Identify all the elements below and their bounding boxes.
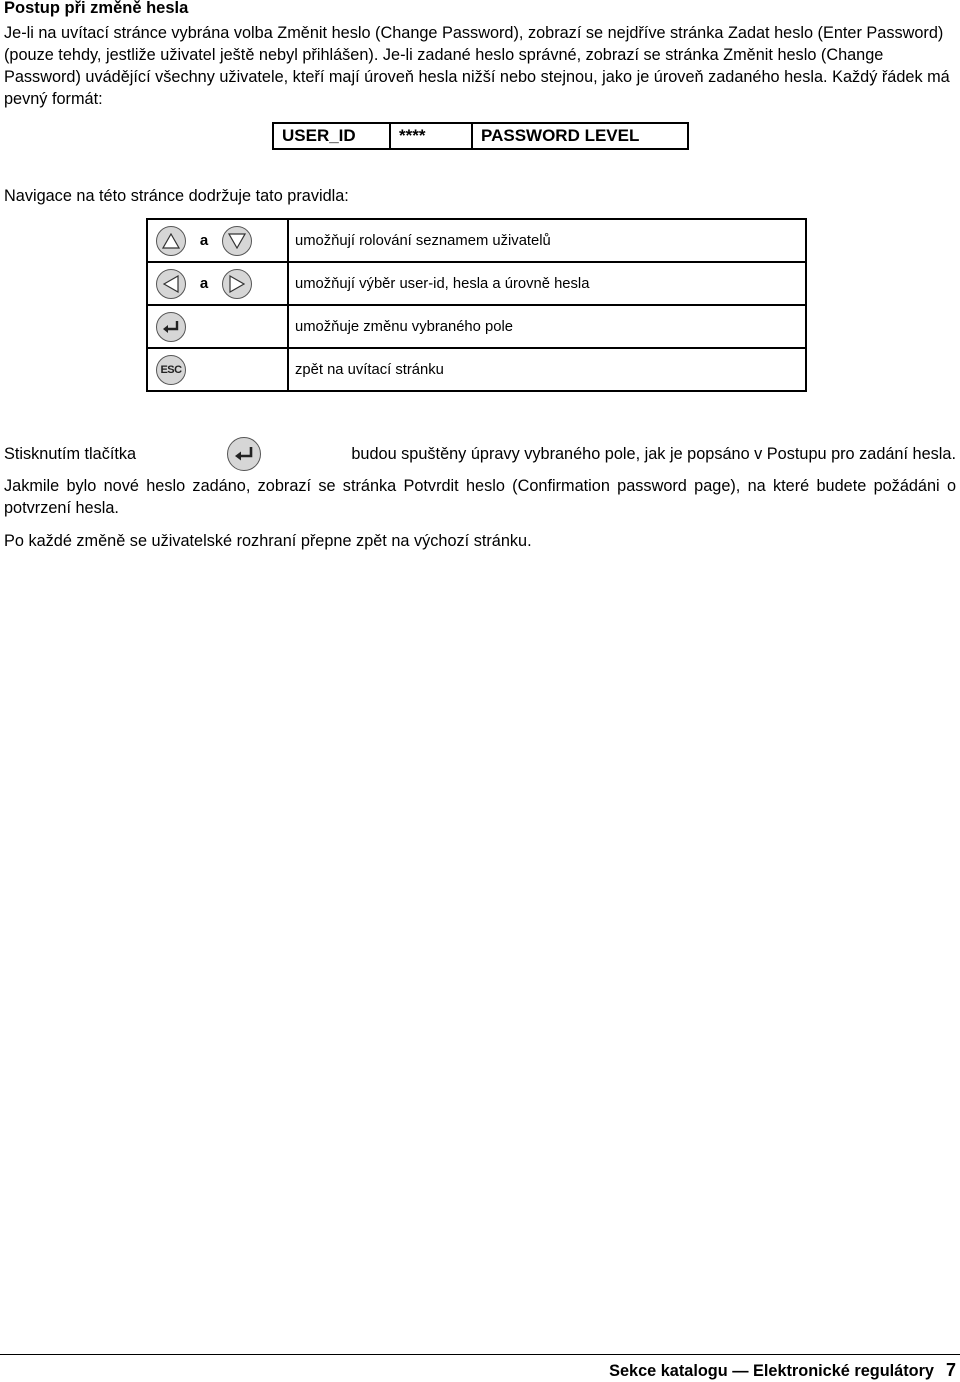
page-number: 7 xyxy=(945,1360,956,1380)
format-cell-user-id: USER_ID xyxy=(273,123,390,149)
conjunction-label: a xyxy=(199,232,209,249)
conjunction-label: a xyxy=(199,275,209,292)
nav-rule-row xyxy=(147,348,806,391)
final-paragraph: Po každé změně se uživatelské rozhraní přepne zpět na výchozí stránku. xyxy=(4,532,532,550)
row-format-table xyxy=(272,122,689,150)
section-heading: Postup při změně hesla xyxy=(4,0,189,17)
press-enter-paragraph xyxy=(4,436,956,472)
press-suffix-text: budou spuštěny úpravy vybraného pole, jak je popsáno v Postupu pro zadání hesla. xyxy=(351,445,956,463)
nav-rule-row xyxy=(147,305,806,348)
footer-text: Sekce katalogu — Elektronické regulátory xyxy=(609,1362,934,1380)
navigation-intro: Navigace na této stránce dodržuje tato pravidla: xyxy=(4,187,349,205)
navigation-rules-table xyxy=(146,218,807,392)
press-prefix-text: Stisknutím tlačítka xyxy=(4,445,137,463)
left-arrow-key-icon xyxy=(156,269,186,299)
nav-rule-description: zpět na uvítací stránku xyxy=(288,348,806,391)
esc-key-icon: ESC xyxy=(156,355,186,385)
right-arrow-key-icon xyxy=(222,269,252,299)
nav-rule-description: umožňují rolování seznamem uživatelů xyxy=(288,219,806,262)
nav-rule-description: umožňuje změnu vybraného pole xyxy=(288,305,806,348)
format-cell-password-level: PASSWORD LEVEL xyxy=(472,123,688,149)
format-cell-password: **** xyxy=(390,123,472,149)
page-footer xyxy=(609,1359,956,1382)
up-arrow-key-icon xyxy=(156,226,186,256)
down-arrow-key-icon xyxy=(222,226,252,256)
nav-rule-row xyxy=(147,219,806,262)
intro-paragraph: Je-li na uvítací stránce vybrána volba Změnit heslo (Change Password), zobrazí se nejdříve stránka Zadat heslo (Enter Password) (pouze tehdy, jestliže uživatel ještě nebyl přihlášen). Je-li zadané heslo správné, zobrazí se stránka Změnit heslo (Change Password) uvádějící všechny uživatele, kteří mají úroveň hesla nižší nebo stejnou, jako je úroveň zadaného hesla. Každý řádek má pevný formát: xyxy=(4,24,950,108)
confirmation-paragraph: Jakmile bylo nové heslo zadáno, zobrazí se stránka Potvrdit heslo (Confirmation password page), na které budete požádáni o potvrzení hesla. xyxy=(4,477,956,517)
nav-rule-description: umožňují výběr user-id, hesla a úrovně hesla xyxy=(288,262,806,305)
footer-divider xyxy=(0,1354,960,1355)
nav-rule-row xyxy=(147,262,806,305)
enter-key-icon xyxy=(156,312,186,342)
row-format xyxy=(273,123,688,149)
enter-key-icon xyxy=(227,437,261,471)
